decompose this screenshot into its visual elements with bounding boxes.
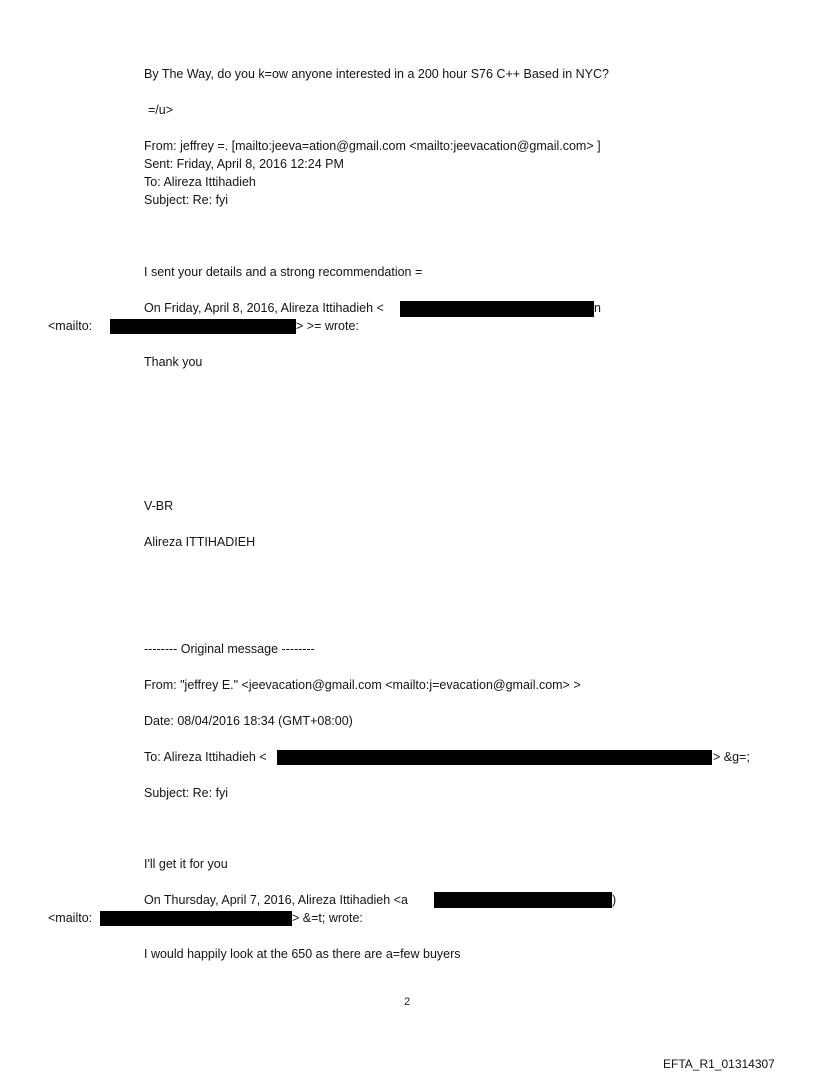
email-mailto-prefix-2: <mailto: (48, 911, 93, 925)
email-to-header: To: Alireza Ittihadieh (144, 175, 256, 189)
original-date-header: Date: 08/04/2016 18:34 (GMT+08:00) (144, 714, 353, 728)
email-body-buyers: I would happily look at the 650 as there are a=few buyers (144, 947, 461, 961)
email-subject-header: Subject: Re: fyi (144, 193, 229, 207)
email-from-header: From: jeffrey =. [mailto:jeeva=ation@gmail.com <mailto:jeevacation@gmail.com> ] (144, 139, 601, 153)
email-mailto-suffix: > >= wrote: (296, 319, 359, 333)
email-signoff: V-BR (144, 499, 174, 513)
email-sent-header: Sent: Friday, April 8, 2016 12:24 PM (144, 157, 344, 171)
email-body-reply: I'll get it for you (144, 857, 228, 871)
redaction-block (434, 892, 612, 908)
email-body-thanks: Thank you (144, 355, 203, 369)
redaction-block (100, 911, 292, 926)
email-quote-intro: On Friday, April 8, 2016, Alireza Ittihadieh < (144, 301, 384, 315)
redaction-block (110, 319, 296, 334)
email-quote-intro-tail: n (594, 301, 601, 315)
email-line-question: By The Way, do you k=ow anyone interested in a 200 hour S76 C++ Based in NYC? (144, 67, 609, 81)
redaction-block (277, 750, 712, 765)
email-signature-name: Alireza ITTIHADIEH (144, 535, 256, 549)
email-quote-intro-2-tail: ) (612, 893, 617, 907)
email-mailto-suffix-2: > &=t; wrote: (292, 911, 363, 925)
original-from-header: From: "jeffrey E." <jeevacation@gmail.com <mailto:j=evacation@gmail.com> > (144, 678, 581, 692)
email-mailto-prefix: <mailto: (48, 319, 93, 333)
email-body-recommendation: I sent your details and a strong recommendation = (144, 265, 423, 279)
original-to-header: To: Alireza Ittihadieh < (144, 750, 267, 764)
redaction-block (400, 301, 594, 317)
original-to-header-suffix: > &g=; (713, 750, 750, 764)
page-number: 2 (404, 996, 411, 1008)
document-id-footer: EFTA_R1_01314307 (663, 1057, 775, 1071)
original-message-divider: -------- Original message -------- (144, 642, 315, 656)
email-line-artifact: =/u> (148, 103, 174, 117)
email-quote-intro-2: On Thursday, April 7, 2016, Alireza Ittihadieh <a (144, 893, 408, 907)
original-subject-header: Subject: Re: fyi (144, 786, 229, 800)
